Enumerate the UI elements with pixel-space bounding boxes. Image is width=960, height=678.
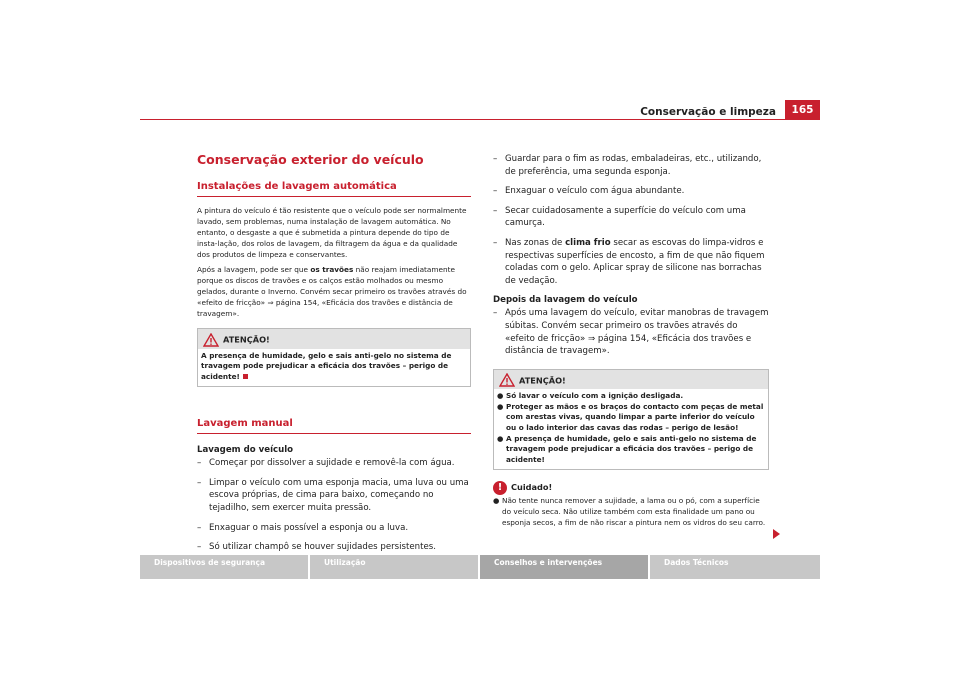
- end-marker-icon: [243, 374, 248, 379]
- caution-text: Não tente nunca remover a sujidade, a lama ou o pó, com a superfície do veículo seca. Não utilize também com esta finalidade um pano ou esponja secos, a fim de não riscar a pintura nem os vidros do seu carro.: [502, 496, 766, 528]
- warning-header: [198, 329, 470, 349]
- warning-item: ● A presença de humidade, gelo e sais anti-gelo no sistema de travagem pode prejudicar a eficácia dos travões – perigo de acidente!: [497, 433, 757, 464]
- footer-tab-technical[interactable]: [650, 555, 820, 579]
- cold-climate-text-post: secar as escovas do limpa-vidros e respectivas superfícies de encosto, a fim de que não fiquem coladas com o gelo. Aplicar spray de silicone nas borrachas de vedação.: [505, 237, 765, 286]
- caution-header: [493, 480, 769, 495]
- after-wash-text-bold: os travões: [310, 265, 354, 274]
- next-page-arrow-icon[interactable]: [773, 529, 780, 539]
- section-header-title: Conservação e limpeza: [640, 106, 776, 118]
- section-title-automatic-wash: Instalações de lavagem automática: [197, 180, 471, 197]
- footer-tab-label: Utilização: [324, 558, 366, 567]
- intro-paragraph: A pintura do veículo é tão resistente que o veículo pode ser normalmente lavado, sem problemas, numa instalação de lavagem automática. No entanto, o desgaste a que é submetida a pintura depende do tipo de insta-lação, dos rolos de lavagem, da filtragem da água e da qualidade dos produtos de limpeza e conservantes.: [197, 206, 467, 259]
- warning-triangle-icon: [203, 333, 219, 347]
- step-text: Enxaguar o mais possível a esponja ou a luva.: [209, 522, 409, 533]
- list-item: – Limpar o veículo com uma esponja macia, uma luva ou uma escova próprias, de cima para baixo, começando no tejadilho, sem exercer muita pressão.: [197, 477, 469, 514]
- cold-climate-text-pre: Nas zonas de: [505, 237, 566, 248]
- step-text: Começar por dissolver a sujidade e removê-la com água.: [209, 458, 455, 469]
- list-item: – Secar cuidadosamente a superfície do veículo com uma camurça.: [493, 205, 746, 229]
- list-item: – Guardar para o fim as rodas, embaladeiras, etc., utilizando, de preferência, uma segunda esponja.: [493, 154, 762, 177]
- warning-text: A presença de humidade, gelo e sais anti-gelo no sistema de travagem pode prejudicar a eficácia dos travões – perigo de acidente!: [201, 350, 452, 381]
- main-title: Conservação exterior do veículo: [197, 152, 424, 167]
- warning-box: [197, 328, 471, 387]
- warning-box: [493, 369, 769, 471]
- section-title-manual-wash: Lavagem manual: [197, 417, 471, 434]
- warning-item: ● Proteger as mãos e os braços do contacto com peças de metal com arestas vivas, quando limpar a parte inferior do veículo ou o lado interior das cavas das rodas – perigo de lesão!: [497, 401, 764, 432]
- warning-title: ATENÇÃO!: [223, 334, 270, 345]
- caution-item: ● Não tente nunca remover a sujidade, a lama ou o pó, com a superfície do veículo seca. Não utilize também com esta finalidade um pano ou esponja secos, a fim de não riscar a pintura nem os vidros do seu carro.: [493, 496, 766, 528]
- warning-title: ATENÇÃO!: [519, 375, 566, 386]
- list-item: – Só utilizar champô se houver sujidades persistentes.: [197, 542, 436, 553]
- subheading-after-wash: Depois da lavagem do veículo: [493, 295, 638, 306]
- warning-body: [494, 389, 768, 469]
- after-wash-text-pre: Após a lavagem, pode ser que: [197, 265, 311, 274]
- step-text: Enxaguar o veículo com água abundante.: [505, 186, 685, 197]
- warning-item: ● Só lavar o veículo com a ignição desligada.: [497, 391, 684, 401]
- after-wash-text-post: não reajam imediatamente porque os discos de travões e os calços estão molhados ou mesmo gelados, durante o Inverno. Convém secar primeiro os travões através do «efeito de fricção» ⇒ página 154, «Eficácia dos travões e distância de travagem».: [197, 265, 467, 318]
- after-wash-paragraph: [197, 264, 471, 319]
- step-text: Após uma lavagem do veículo, evitar manobras de travagem súbitas. Convém secar primeiro os travões através do «efeito de fricção» ⇒ página 154, «Eficácia dos travões e distância de travagem».: [505, 308, 769, 357]
- subheading-vehicle-wash: Lavagem do veículo: [197, 445, 294, 456]
- cold-climate-text-bold: clima frio: [565, 237, 611, 248]
- footer-tab-usage[interactable]: [310, 555, 478, 579]
- caution-title: Cuidado!: [511, 482, 553, 493]
- list-item: – Enxaguar o veículo com água abundante.: [493, 186, 685, 197]
- header-rule: [140, 119, 820, 120]
- right-column: [493, 153, 769, 528]
- footer-tab-label: Conselhos e intervenções: [494, 558, 603, 567]
- page-number: 165: [785, 100, 820, 119]
- warning-item-text: Proteger as mãos e os braços do contacto com peças de metal com arestas vivas, quando limpar a parte inferior do veículo ou o lado interior das cavas das rodas – perigo de lesão!: [506, 401, 764, 432]
- step-text: Secar cuidadosamente a superfície do veículo com uma camurça.: [505, 205, 746, 229]
- warning-item-text: A presença de humidade, gelo e sais anti-gelo no sistema de travagem pode prejudicar a eficácia dos travões – perigo de acidente!: [506, 433, 757, 464]
- warning-body: [198, 349, 470, 387]
- footer-tab-advice[interactable]: [480, 555, 648, 579]
- step-text: Limpar o veículo com uma esponja macia, uma luva ou uma escova próprias, de cima para baixo, começando no tejadilho, sem exercer muita pressão.: [209, 477, 469, 514]
- warning-header: [494, 370, 768, 390]
- list-item: – Nas zonas de clima frio secar as escovas do limpa-vidros e respectivas superfícies de encosto, a fim de que não fiquem coladas com o gelo. Aplicar spray de silicone nas borrachas de vedação.: [493, 237, 765, 286]
- list-item: – Após uma lavagem do veículo, evitar manobras de travagem súbitas. Convém secar primeiro os travões através do «efeito de fricção» ⇒ página 154, «Eficácia dos travões e distância de travagem».: [493, 308, 769, 357]
- warning-triangle-icon: [499, 373, 515, 387]
- step-text: Só utilizar champô se houver sujidades persistentes.: [209, 542, 436, 553]
- footer-tab-label: Dispositivos de segurança: [154, 558, 266, 567]
- list-item: – Enxaguar o mais possível a esponja ou a luva.: [197, 522, 409, 533]
- left-column: [197, 152, 471, 561]
- list-item: – Começar por dissolver a sujidade e removê-la com água.: [197, 458, 455, 469]
- warning-item-text: Só lavar o veículo com a ignição desligada.: [506, 391, 684, 401]
- footer-tab-safety[interactable]: [140, 555, 308, 579]
- step-text: Guardar para o fim as rodas, embaladeiras, etc., utilizando, de preferência, uma segunda esponja.: [505, 154, 762, 177]
- caution-exclamation-icon: !: [493, 481, 507, 495]
- footer-tab-label: Dados Técnicos: [664, 558, 729, 567]
